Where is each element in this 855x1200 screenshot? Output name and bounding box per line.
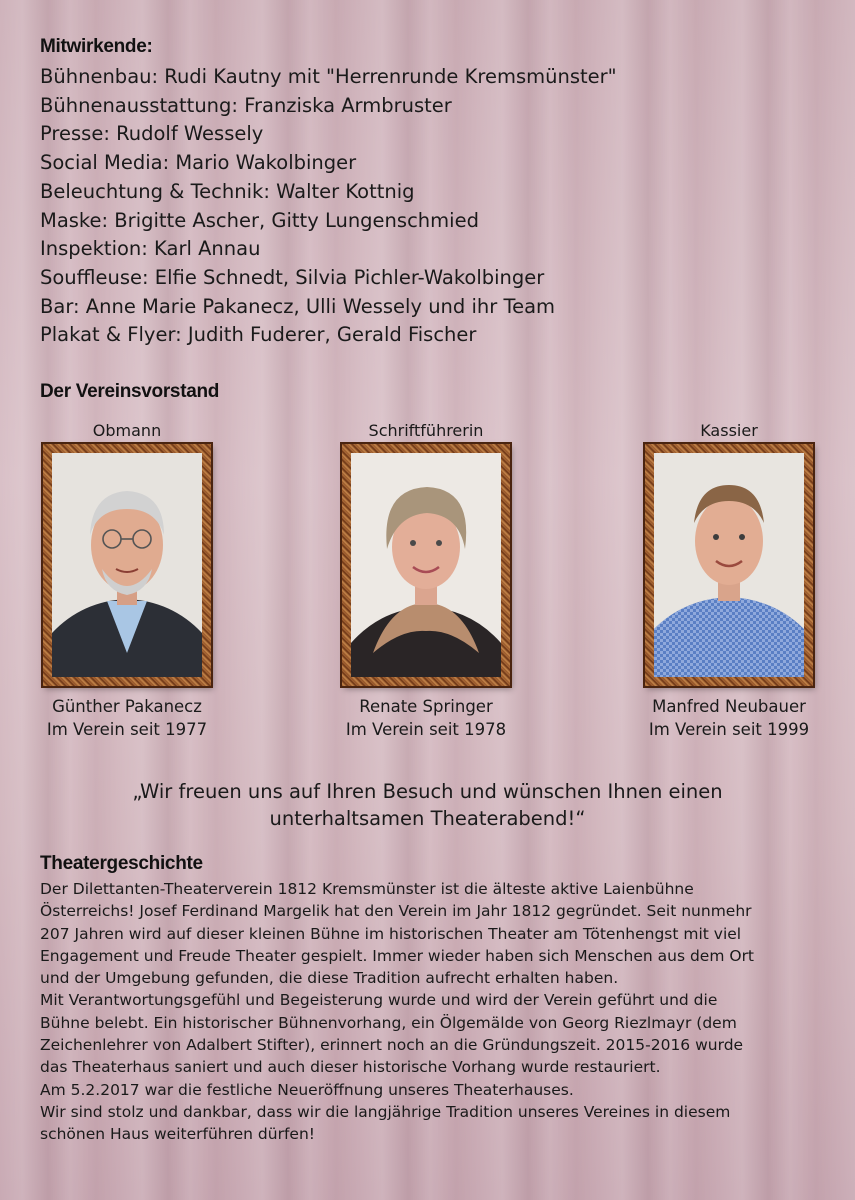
history-line: und der Umgebung gefunden, die diese Tradition aufrecht erhalten haben. [40,969,619,988]
credit-line: Plakat & Flyer: Judith Fuderer, Gerald Fischer [40,323,477,347]
quote-line: unterhaltsamen Theaterabend!“ [269,807,586,830]
credit-line: Inspektion: Karl Annau [40,237,261,261]
portrait-frame [645,444,813,686]
board-member-schriftfuehrerin [296,420,556,741]
credits-list [40,63,617,350]
history-text [40,878,840,1146]
member-since: Im Verein seit 1999 [648,720,810,739]
quote-line: „Wir freuen uns auf Ihren Besuch und wünschen Ihnen einen [132,780,723,803]
history-line: Bühne belebt. Ein historischer Bühnenvorhang, ein Ölgemälde von Georg Riezlmayr (dem [40,1013,737,1032]
history-line: das Theaterhaus saniert und auch dieser historische Vorhang wurde restauriert. [40,1058,661,1077]
member-role: Kassier [700,421,758,440]
history-line: Zeichenlehrer von Adalbert Stifter), erinnert noch an die Gründungszeit. 2015-2016 wurde [40,1036,744,1055]
member-since: Im Verein seit 1977 [46,720,208,739]
member-name: Günther Pakanecz [52,697,202,716]
credit-line: Social Media: Mario Wakolbinger [40,151,357,175]
portrait-photo [654,453,804,677]
welcome-quote [0,778,855,832]
credit-line: Beleuchtung & Technik: Walter Kottnig [40,179,415,203]
member-since: Im Verein seit 1978 [345,720,507,739]
credit-line: Presse: Rudolf Wessely [40,122,264,146]
portrait-frame [43,444,211,686]
credit-line: Bühnenbau: Rudi Kautny mit "Herrenrunde Kremsmünster" [40,65,617,88]
portrait-photo [52,453,202,677]
member-name: Renate Springer [359,697,493,716]
history-line: Wir sind stolz und dankbar, dass wir die langjährige Tradition unseres Vereines in diesem [40,1102,731,1121]
portrait-frame [342,444,510,686]
member-name: Manfred Neubauer [652,697,806,716]
history-heading: Theatergeschichte [40,853,203,874]
member-role: Obmann [92,421,162,440]
history-line: schönen Haus weiterführen dürfen! [40,1125,315,1144]
board-heading: Der Vereinsvorstand [40,381,220,402]
board-member-obmann [0,420,257,741]
board-member-kassier [599,420,855,741]
credit-line: Souffleuse: Elfie Schnedt, Silvia Pichler-Wakolbinger [40,265,545,289]
history-line: Der Dilettanten-Theaterverein 1812 Kremsmünster ist die älteste aktive Laienbühne [40,880,694,898]
history-line: Am 5.2.2017 war die festliche Neueröffnung unseres Theaterhauses. [40,1080,574,1099]
portrait-photo [351,453,501,677]
credit-line: Maske: Brigitte Ascher, Gitty Lungenschmied [40,208,479,232]
history-line: 207 Jahren wird auf dieser kleinen Bühne im historischen Theater am Tötenhengst mit viel [40,924,742,943]
credits-heading: Mitwirkende: [40,36,153,57]
history-line: Engagement und Freude Theater gespielt. Immer wieder haben sich Menschen aus dem Ort [40,946,755,965]
history-line: Österreichs! Josef Ferdinand Margelik hat den Verein im Jahr 1812 gegründet. Seit nunmehr [40,902,752,921]
credit-line: Bar: Anne Marie Pakanecz, Ulli Wessely und ihr Team [40,294,556,318]
history-line: Mit Verantwortungsgefühl und Begeisterung wurde und wird der Verein geführt und die [40,991,718,1010]
credit-line: Bühnenausstattung: Franziska Armbruster [40,93,452,117]
member-role: Schriftführerin [368,421,484,440]
